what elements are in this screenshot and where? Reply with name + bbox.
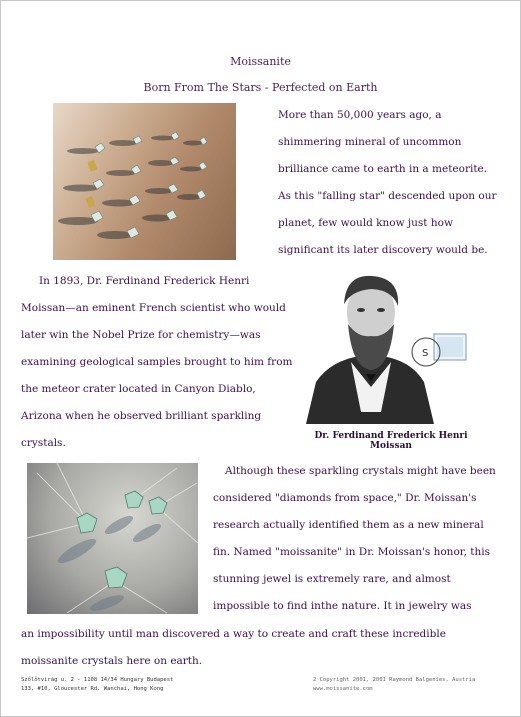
footer-address-line1: Szőlőtvirág u. 2 - 1108 14/34 Hungary Budapest [21,677,174,683]
moissan-portrait [306,272,471,424]
portrait-caption: Dr. Ferdinand Frederick Henri Moissan [314,431,468,451]
page-title: Moissanite [230,55,291,68]
closing-paragraph: an impossibility until man discovered a way to create and craft these incredible moissanite crystals here on earth. [21,628,446,667]
moissan-portrait-image [306,272,471,424]
footer-address [21,676,231,694]
sparkling-crystals-photo [27,463,198,614]
crystals-row-photo [53,103,236,260]
identification-paragraph [213,458,503,620]
footer-copyright [313,676,508,694]
footer-copyright-line1: 2 Copyright 2001, 2001 Raymond Balgenies, Austria [313,677,476,683]
footer-address-line2: 133, #10, Gloucester Rd. Wanchai, Hong Kong [21,686,164,692]
discovery-paragraph [21,268,293,457]
page-subtitle: Born From The Stars - Perfected on Earth [143,81,378,94]
identification-text: Although these sparkling crystals might have been considered "diamonds from space," Dr. Moissan's research actually identified them as a new mineral fin. Named "moissanite" in Dr. Moissan's honor, this stunning jewel is extremely rare, and almost impossible to find inthe nature. It in jewelry was [213,465,496,612]
footer-website-link[interactable]: www.moissanite.com [313,686,373,692]
discovery-text: In 1893, Dr. Ferdinand Frederick Henri Moissan—an eminent French scientist who would later win the Nobel Prize for chemistry—was examining geological samples brought to him from the meteor crater located in Canyon Diablo, Arizona when he observed brilliant sparkling crystals. [21,275,293,449]
sparkling-crystals-image [27,463,198,614]
intro-paragraph: More than 50,000 years ago, a shimmering mineral of uncommon brilliance came to earth in a meteorite. As this "falling star" descended upon our planet, few would know just how significant its later discovery would be. [278,109,497,256]
svg-text:S: S [422,348,429,359]
crystals-row-image [53,103,236,260]
